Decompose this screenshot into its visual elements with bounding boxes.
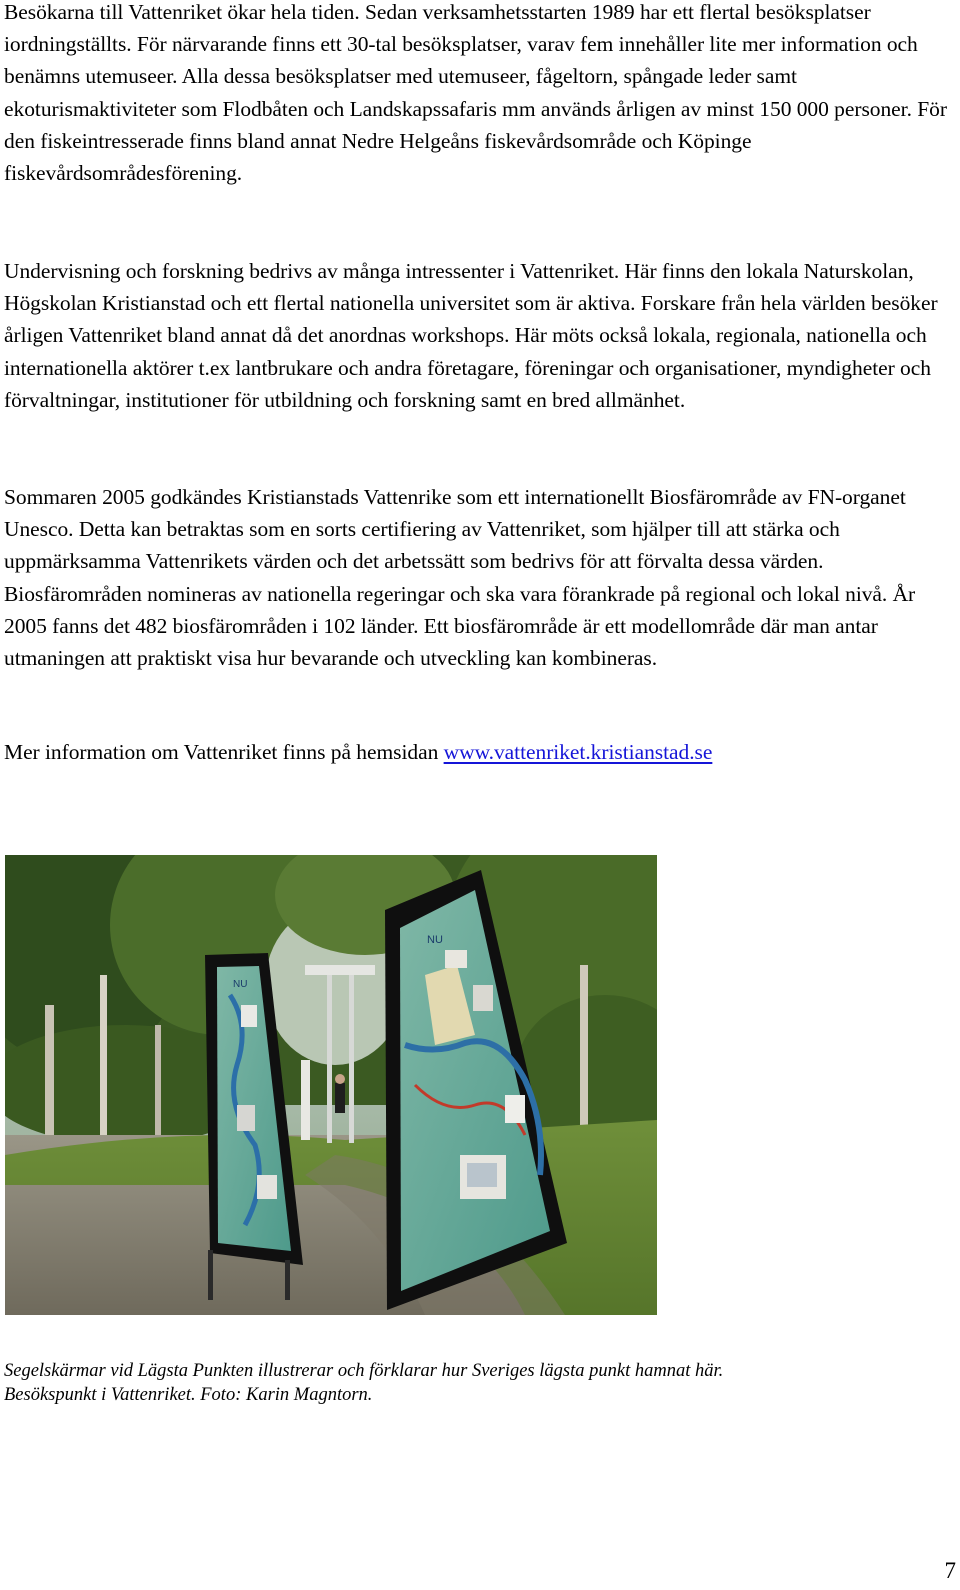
sign-label-left: NU — [233, 979, 248, 990]
paragraph-biosphere: Sommaren 2005 godkändes Kristianstads Vattenrike som ett internationellt Biosfärområde av FN-organet Unesco. Detta kan betraktas som en sorts certifiering av Vattenriket, som hjälper till att stärka och uppmärksamma Vattenrikets värden och det arbetssätt som bedrivs för att förvalta dessa värden. Biosfärområden nomineras av nationella regeringar och ska vara förankrade på regional och lokal nivå. År 2005 fanns det 482 biosfärområden i 102 länder. Ett biosfärområde är ett modellområde där man antar utmaningen att praktiskt visa hur bevarande och utveckling kan kombineras. — [4, 485, 916, 671]
caption-line-2: Besökspunkt i Vattenriket. Foto: Karin Magntorn. — [4, 1385, 373, 1405]
website-link[interactable]: www.vattenriket.kristianstad.se — [443, 740, 713, 764]
paragraph-visitors: Besökarna till Vattenriket ökar hela tiden. Sedan verksamhetsstarten 1989 har ett flertal besöksplatser iordningställts. För närvarande finns ett 30-tal besöksplatser, varav fem innehåller lite mer information och benämns utemuseer. Alla dessa besöksplatser med utemuseer, fågeltorn, spångade leder samt ekoturismaktiviteter som Flodbåten och Landskapssafaris mm används årligen av minst 150 000 personer. För den fiskeintresserade finns bland annat Nedre Helgeåns fiskevårdsområde och Köpinge fiskevårdsområdesförening. — [4, 0, 947, 186]
paragraph-education-research: Undervisning och forskning bedrivs av många intressenter i Vattenriket. Här finns den lokala Naturskolan, Högskolan Kristianstad och ett flertal nationella universitet som är aktiva. Forskare från hela världen besöker årligen Vattenriket bland annat då det anordnas workshops. Här möts också lokala, regionala, nationella och internationella aktörer t.ex lantbrukare och andra företagare, föreningar och organisationer, myndigheter och förvaltningar, institutioner för utbildning och forskning samt en bred allmänhet. — [4, 259, 938, 412]
more-info-text: Mer information om Vattenriket finns på hemsidan — [4, 740, 444, 764]
sign-label-right: NU — [427, 934, 443, 946]
photo-segelskarmar — [5, 855, 657, 1315]
paragraph-more-info — [4, 736, 954, 768]
caption-line-1: Segelskärmar vid Lägsta Punkten illustrerar och förklarar hur Sveriges lägsta punkt hamnat här. — [4, 1361, 724, 1381]
page-number: 7 — [944, 1558, 956, 1583]
photo-caption — [4, 1359, 904, 1407]
